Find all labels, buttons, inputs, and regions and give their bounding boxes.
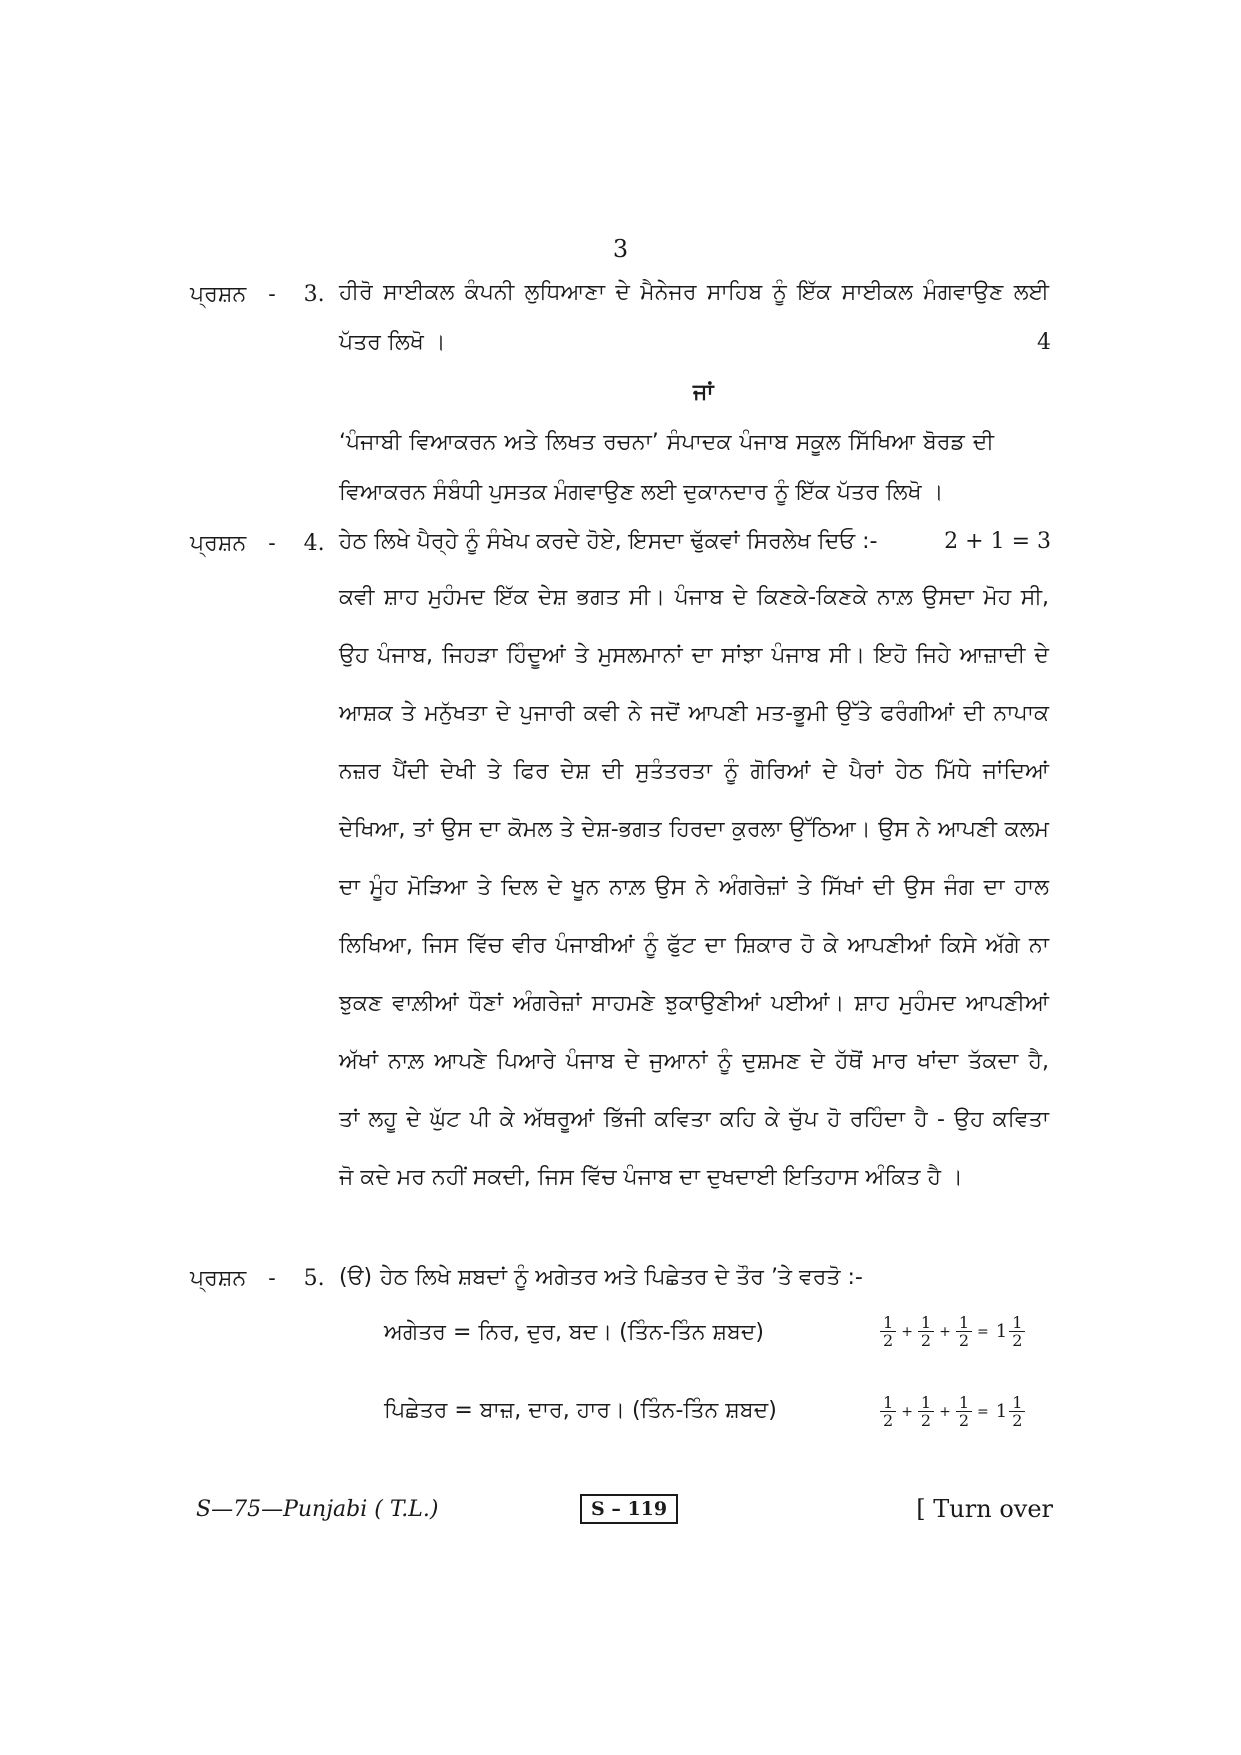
passage-line: ਕਵੀ ਸ਼ਾਹ ਮੁਹੰਮਦ ਇੱਕ ਦੇਸ਼ ਭਗਤ ਸੀ। ਪੰਜਾਬ ਦੇ ਕਿਣਕੇ-ਕਿਣਕੇ ਨਾਲ਼ ਉਸਦਾ ਮੋਹ ਸੀ, <box>339 585 1049 610</box>
passage-line: ਦਾ ਮੂੰਹ ਮੋੜਿਆ ਤੇ ਦਿਲ ਦੇ ਖੂਨ ਨਾਲ਼ ਉਸ ਨੇ ਅੰਗਰੇਜ਼ਾਂ ਤੇ ਸਿੱਖਾਂ ਦੀ ਉਸ ਜੰਗ ਦਾ ਹਾਲ <box>339 875 1049 900</box>
q3-alt-line-2: ਵਿਆਕਰਨ ਸੰਬੰਧੀ ਪੁਸਤਕ ਮੰਗਵਾਉਣ ਲਈ ਦੁਕਾਨਦਾਰ ਨੂੰ ਇੱਕ ਪੱਤਰ ਲਿਖੋ । <box>339 480 944 505</box>
fraction-half: $\frac{1}{2}$ <box>918 1314 934 1349</box>
or-label: ਜਾਂ <box>693 380 714 405</box>
question-number: 5. <box>303 1266 325 1291</box>
question-word: ਪ੍ਰਸ਼ਨ <box>190 282 247 307</box>
q5-row-prefix-marks: $\frac{1}{2}$ + $\frac{1}{2}$ + $\frac{1}{2}$ = 1 $\frac{1}{2}$ <box>878 1314 1027 1349</box>
fraction-half: $\frac{1}{2}$ <box>880 1314 896 1349</box>
question-5-label <box>190 1266 325 1291</box>
passage-line: ਲਿਖਿਆ, ਜਿਸ ਵਿੱਚ ਵੀਰ ਪੰਜਾਬੀਆਂ ਨੂੰ ਫੁੱਟ ਦਾ ਸ਼ਿਕਾਰ ਹੋ ਕੇ ਆਪਣੀਆਂ ਕਿਸੇ ਅੱਗੇ ਨਾ <box>339 933 1049 958</box>
q5-part-label: (ੳ) <box>339 1265 373 1290</box>
q4-marks: 2 + 1 = 3 <box>944 529 1051 554</box>
paper-code: S—75—Punjabi ( T.L.) <box>196 1497 439 1522</box>
question-4-label <box>190 531 325 556</box>
question-word: ਪ੍ਰਸ਼ਨ <box>190 1266 247 1291</box>
q5-row-suffix-marks: $\frac{1}{2}$ + $\frac{1}{2}$ + $\frac{1}{2}$ = 1 $\frac{1}{2}$ <box>878 1394 1027 1429</box>
question-number: 3. <box>303 282 325 307</box>
passage-line: ਉਹ ਪੰਜਾਬ, ਜਿਹੜਾ ਹਿੰਦੂਆਂ ਤੇ ਮੁਸਲਮਾਨਾਂ ਦਾ ਸਾਂਝਾ ਪੰਜਾਬ ਸੀ। ਇਹੋ ਜਿਹੇ ਆਜ਼ਾਦੀ ਦੇ <box>339 643 1049 668</box>
fraction-half: $\frac{1}{2}$ <box>956 1394 972 1429</box>
q3-marks: 4 <box>1037 330 1051 355</box>
q3-alt-line-1: ‘ਪੰਜਾਬੀ ਵਿਆਕਰਨ ਅਤੇ ਲਿਖਤ ਰਚਨਾ’ ਸੰਪਾਦਕ ਪੰਜਾਬ ਸਕੂਲ ਸਿੱਖਿਆ ਬੋਰਡ ਦੀ <box>339 430 994 455</box>
q5-prompt: ਹੇਠ ਲਿਖੇ ਸ਼ਬਦਾਂ ਨੂੰ ਅਗੇਤਰ ਅਤੇ ਪਿਛੇਤਰ ਦੇ ਤੌਰ ’ਤੇ ਵਰਤੋ :- <box>380 1265 863 1290</box>
q4-prompt: ਹੇਠ ਲਿਖੇ ਪੈਰ੍ਹੇ ਨੂੰ ਸੰਖੇਪ ਕਰਦੇ ਹੋਏ, ਇਸਦਾ ਢੁੱਕਵਾਂ ਸਿਰਲੇਖ ਦਿਓ :- <box>339 529 878 554</box>
question-dash: - <box>268 531 276 556</box>
passage-line: ਨਜ਼ਰ ਪੈਂਦੀ ਦੇਖੀ ਤੇ ਫਿਰ ਦੇਸ਼ ਦੀ ਸੁਤੰਤਰਤਾ ਨੂੰ ਗੋਰਿਆਂ ਦੇ ਪੈਰਾਂ ਹੇਠ ਮਿੱਧੇ ਜਾਂਦਿਆਂ <box>339 759 1049 784</box>
passage-line: ਝੁਕਣ ਵਾਲ਼ੀਆਂ ਧੌਣਾਂ ਅੰਗਰੇਜ਼ਾਂ ਸਾਹਮਣੇ ਝੁਕਾਉਣੀਆਂ ਪਈਆਂ। ਸ਼ਾਹ ਮੁਹੰਮਦ ਆਪਣੀਆਂ <box>339 991 1049 1016</box>
fraction-half: $\frac{1}{2}$ <box>956 1314 972 1349</box>
passage-line: ਜੋ ਕਦੇ ਮਰ ਨਹੀਂ ਸਕਦੀ, ਜਿਸ ਵਿੱਚ ਪੰਜਾਬ ਦਾ ਦੁਖਦਾਈ ਇਤਿਹਾਸ ਅੰਕਿਤ ਹੈ । <box>339 1165 963 1190</box>
fraction-half: $\frac{1}{2}$ <box>880 1394 896 1429</box>
question-number: 4. <box>303 531 325 556</box>
series-code-box: S – 119 <box>580 1494 678 1524</box>
q3-line-1: ਹੀਰੋ ਸਾਈਕਲ ਕੰਪਨੀ ਲੁਧਿਆਣਾ ਦੇ ਮੈਨੇਜਰ ਸਾਹਿਬ ਨੂੰ ਇੱਕ ਸਾਈਕਲ ਮੰਗਵਾਉਣ ਲਈ <box>339 280 1049 305</box>
passage-line: ਦੇਖਿਆ, ਤਾਂ ਉਸ ਦਾ ਕੋਮਲ ਤੇ ਦੇਸ਼-ਭਗਤ ਹਿਰਦਾ ਕੁਰਲਾ ਉੱਠਿਆ। ਉਸ ਨੇ ਆਪਣੀ ਕਲਮ <box>339 817 1049 842</box>
question-dash: - <box>268 282 276 307</box>
turn-over-note: [ Turn over <box>916 1495 1053 1523</box>
passage-line: ਆਸ਼ਕ ਤੇ ਮਨੁੱਖਤਾ ਦੇ ਪੁਜਾਰੀ ਕਵੀ ਨੇ ਜਦੋਂ ਆਪਣੀ ਮਤ-ਭੂਮੀ ਉੱਤੇ ਫਰੰਗੀਆਂ ਦੀ ਨਾਪਾਕ <box>339 701 1049 726</box>
question-word: ਪ੍ਰਸ਼ਨ <box>190 531 247 556</box>
q5-row-suffix: ਪਿਛੇਤਰ = ਬਾਜ਼, ਦਾਰ, ਹਾਰ। (ਤਿੰਨ-ਤਿੰਨ ਸ਼ਬਦ) <box>384 1398 777 1423</box>
passage-line: ਅੱਖਾਂ ਨਾਲ਼ ਆਪਣੇ ਪਿਆਰੇ ਪੰਜਾਬ ਦੇ ਜੁਆਨਾਂ ਨੂੰ ਦੁਸ਼ਮਣ ਦੇ ਹੱਥੋਂ ਮਾਰ ਖਾਂਦਾ ਤੱਕਦਾ ਹੈ, <box>339 1049 1049 1074</box>
fraction-half: $\frac{1}{2}$ <box>918 1394 934 1429</box>
fraction-half: $\frac{1}{2}$ <box>1009 1394 1025 1429</box>
page-number: 3 <box>612 235 629 263</box>
question-dash: - <box>268 1266 276 1291</box>
q3-line-2: ਪੱਤਰ ਲਿਖੋ । <box>339 330 446 355</box>
passage-line: ਤਾਂ ਲਹੂ ਦੇ ਘੁੱਟ ਪੀ ਕੇ ਅੱਥਰੂਆਂ ਭਿੱਜੀ ਕਵਿਤਾ ਕਹਿ ਕੇ ਚੁੱਪ ਹੋ ਰਹਿੰਦਾ ਹੈ - ਉਹ ਕਵਿਤਾ <box>339 1107 1049 1132</box>
question-3-label <box>190 282 325 307</box>
q5-row-prefix: ਅਗੇਤਰ = ਨਿਰ, ਦੁਰ, ਬਦ। (ਤਿੰਨ-ਤਿੰਨ ਸ਼ਬਦ) <box>384 1320 765 1345</box>
fraction-half: $\frac{1}{2}$ <box>1009 1314 1025 1349</box>
